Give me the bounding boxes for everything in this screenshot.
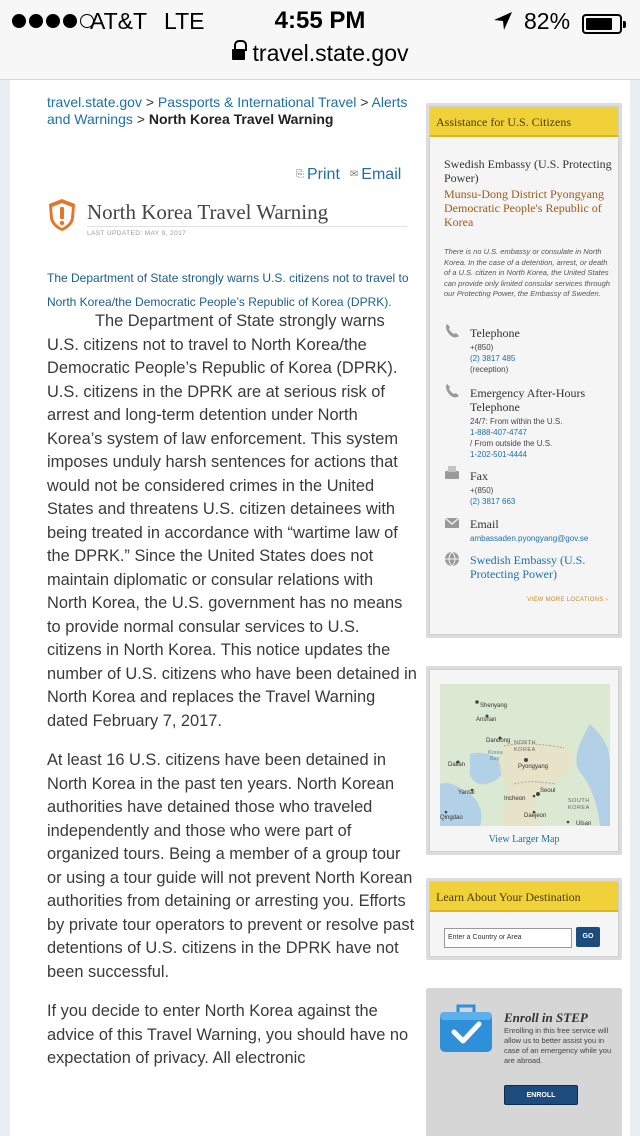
assistance-heading: Assistance for U.S. Citizens	[430, 107, 618, 137]
emergency-label: Emergency After-Hours Telephone	[470, 386, 586, 414]
view-more-locations-link[interactable]: VIEW MORE LOCATIONS ›	[527, 597, 608, 603]
page-title: North Korea Travel Warning	[87, 200, 329, 224]
title-divider	[87, 226, 407, 227]
page-content	[10, 80, 630, 1136]
step-enroll-box	[426, 988, 622, 1136]
embassy-note: There is no U.S. embassy or consulate in North Korea. In the case of a detention, arrest, or death of a U.S. citizen in North Korea, the United States can provide only limited consular services through our Protecting Power, the Embassy of Sweden.	[444, 247, 610, 298]
battery-percentage: 82%	[524, 8, 571, 34]
map-box	[426, 666, 622, 855]
warning-summary: The Department of State strongly warns U.S. citizens not to travel to North Korea/the Democratic People’s Republic of Korea (DPRK).	[47, 271, 409, 309]
envelope-icon	[444, 515, 460, 531]
go-button[interactable]: GO	[576, 927, 600, 947]
battery-icon	[582, 14, 622, 34]
page-tools	[296, 166, 401, 184]
breadcrumb-separator: >	[360, 94, 369, 110]
breadcrumb-link-alerts[interactable]: Alerts and Warnings	[47, 94, 408, 127]
email-link[interactable]	[350, 166, 401, 184]
breadcrumb-separator: >	[145, 94, 155, 110]
map-label-south-korea: SOUTH KOREA	[568, 798, 590, 811]
carrier-name: AT&T	[90, 8, 148, 34]
network-type: LTE	[164, 8, 205, 34]
article-paragraph: At least 16 U.S. citizens have been detained in North Korea in the past ten years. North Korean authorities have detained those who traveled independently and those who were part of organized tours. Being a member of a group tour or using a tour guide will not prevent North Korean authorities from detaining or arresting you. Efforts by private tour operators to prevent or resolve past detentions of U.S. citizens in the DPRK have not been successful.	[47, 751, 415, 981]
print-label: Print	[307, 166, 340, 183]
region-map[interactable]	[440, 684, 610, 826]
print-link[interactable]	[296, 166, 340, 184]
last-updated: LAST UPDATED: MAY 9, 2017	[87, 230, 187, 237]
map-label-yantai: Yantai	[458, 790, 475, 796]
embassy-website-link[interactable]: Swedish Embassy (U.S. Protecting Power)	[470, 553, 586, 581]
emergency-number-outside-link[interactable]: 1-202-501-4444	[470, 450, 527, 459]
fax-value: +(850) (2) 3817 663	[470, 486, 516, 506]
embassy-email-link[interactable]: ambassaden.pyongyang@gov.se	[470, 534, 589, 543]
clock: 4:55 PM	[274, 7, 366, 34]
breadcrumb-separator: >	[136, 111, 145, 127]
map-label-incheon: Incheon	[504, 796, 526, 802]
url-bar[interactable]	[0, 40, 640, 74]
map-label-anshan: Anshan	[476, 717, 497, 723]
telephone-label: Telephone	[470, 326, 520, 340]
map-label-dalian: Dalian	[448, 762, 466, 768]
map-label-ulsan: Ulsan	[576, 821, 592, 826]
destination-search-input[interactable]: Enter a Country or Area	[444, 928, 572, 948]
article-paragraph: The Department of State strongly warns U.S. citizens not to travel to North Korea/the Democratic People’s Republic of Korea (DPRK). U.S. citizens in the DPRK are at serious risk of arrest and long-term detention under North Korea’s system of law enforcement. This system imposes unduly harsh sentences for actions that would not be considered crimes in the United States and threatens U.S. citizen detainees with being treated in accordance with “wartime law of the DPRK.” Since the United States does not maintain diplomatic or consular relations with North Korea, the U.S. government has no means to provide normal consular services to U.S. citizens in North Korea. This notice updates the number of U.S. citizens who have been detained in North Korea and replaces the Travel Warning dated February 7, 2017.	[47, 312, 417, 730]
page-header	[47, 198, 407, 244]
suitcase-check-icon	[436, 1000, 496, 1056]
emergency-number-within-link[interactable]: 1-888-407-4747	[470, 428, 527, 437]
map-label-qingdao: Qingdao	[440, 815, 463, 821]
article-paragraph: If you decide to enter North Korea against the advice of this Travel Warning, you should have no expectation of privacy. All electronic	[47, 1002, 409, 1067]
map-label-shenyang: Shenyang	[480, 703, 508, 709]
printer-icon: ⎘	[296, 169, 304, 180]
breadcrumb-link-passports[interactable]: Passports & International Travel	[157, 94, 357, 110]
map-label-dandong: Dandong	[486, 738, 511, 744]
map-label-north-korea: NORTH KOREA	[514, 740, 536, 753]
lock-icon	[232, 46, 245, 62]
map-label-seoul: Seoul	[540, 788, 556, 794]
envelope-icon: ✉	[349, 169, 359, 180]
url-domain: travel.state.gov	[252, 40, 409, 66]
telephone-value: +(850) (2) 3817 485 (reception)	[470, 342, 610, 375]
enroll-button[interactable]: ENROLL	[504, 1085, 578, 1105]
phone-icon	[444, 323, 460, 339]
breadcrumb	[47, 94, 417, 128]
globe-icon	[444, 551, 460, 567]
location-arrow-icon	[492, 10, 514, 32]
warning-shield-icon	[47, 198, 77, 232]
status-bar	[0, 4, 640, 40]
emergency-value: 24/7: From within the U.S. 1-888-407-4747 / From outside the U.S. 1-202-501-4444	[470, 416, 610, 460]
phone-icon	[444, 383, 460, 399]
embassy-address: Munsu-Dong District Pyongyang Democratic People's Republic of Korea	[444, 187, 604, 229]
breadcrumb-link-home[interactable]: travel.state.gov	[47, 94, 142, 110]
page-viewport	[0, 80, 640, 1136]
step-title: Enroll in STEP	[504, 1010, 588, 1025]
battery-level-fill	[586, 18, 612, 30]
telephone-number-link[interactable]: (2) 3817 485	[470, 354, 516, 363]
destination-heading: Learn About Your Destination	[430, 882, 618, 912]
map-label-korea-bay: Korea Bay	[488, 750, 503, 762]
email-contact-label: Email	[470, 517, 499, 531]
step-description: Enrolling in this free service will allow us to better assist you in case of an emergency while you are abroad.	[504, 1026, 612, 1065]
assistance-box	[426, 103, 622, 638]
fax-label: Fax	[470, 469, 488, 483]
embassy-name: Swedish Embassy (U.S. Protecting Power)	[444, 157, 612, 185]
email-label: Email	[361, 166, 402, 183]
view-larger-map-link[interactable]: View Larger Map	[488, 834, 560, 845]
browser-chrome	[0, 0, 640, 80]
map-label-pyongyang: Pyongyang	[518, 764, 549, 770]
destination-search-box	[426, 878, 622, 960]
chevron-right-icon: ›	[605, 597, 608, 603]
fax-icon	[444, 465, 460, 481]
article-body	[47, 310, 417, 1087]
breadcrumb-current: North Korea Travel Warning	[148, 111, 334, 127]
map-label-daejeon: Daejeon	[524, 813, 547, 819]
